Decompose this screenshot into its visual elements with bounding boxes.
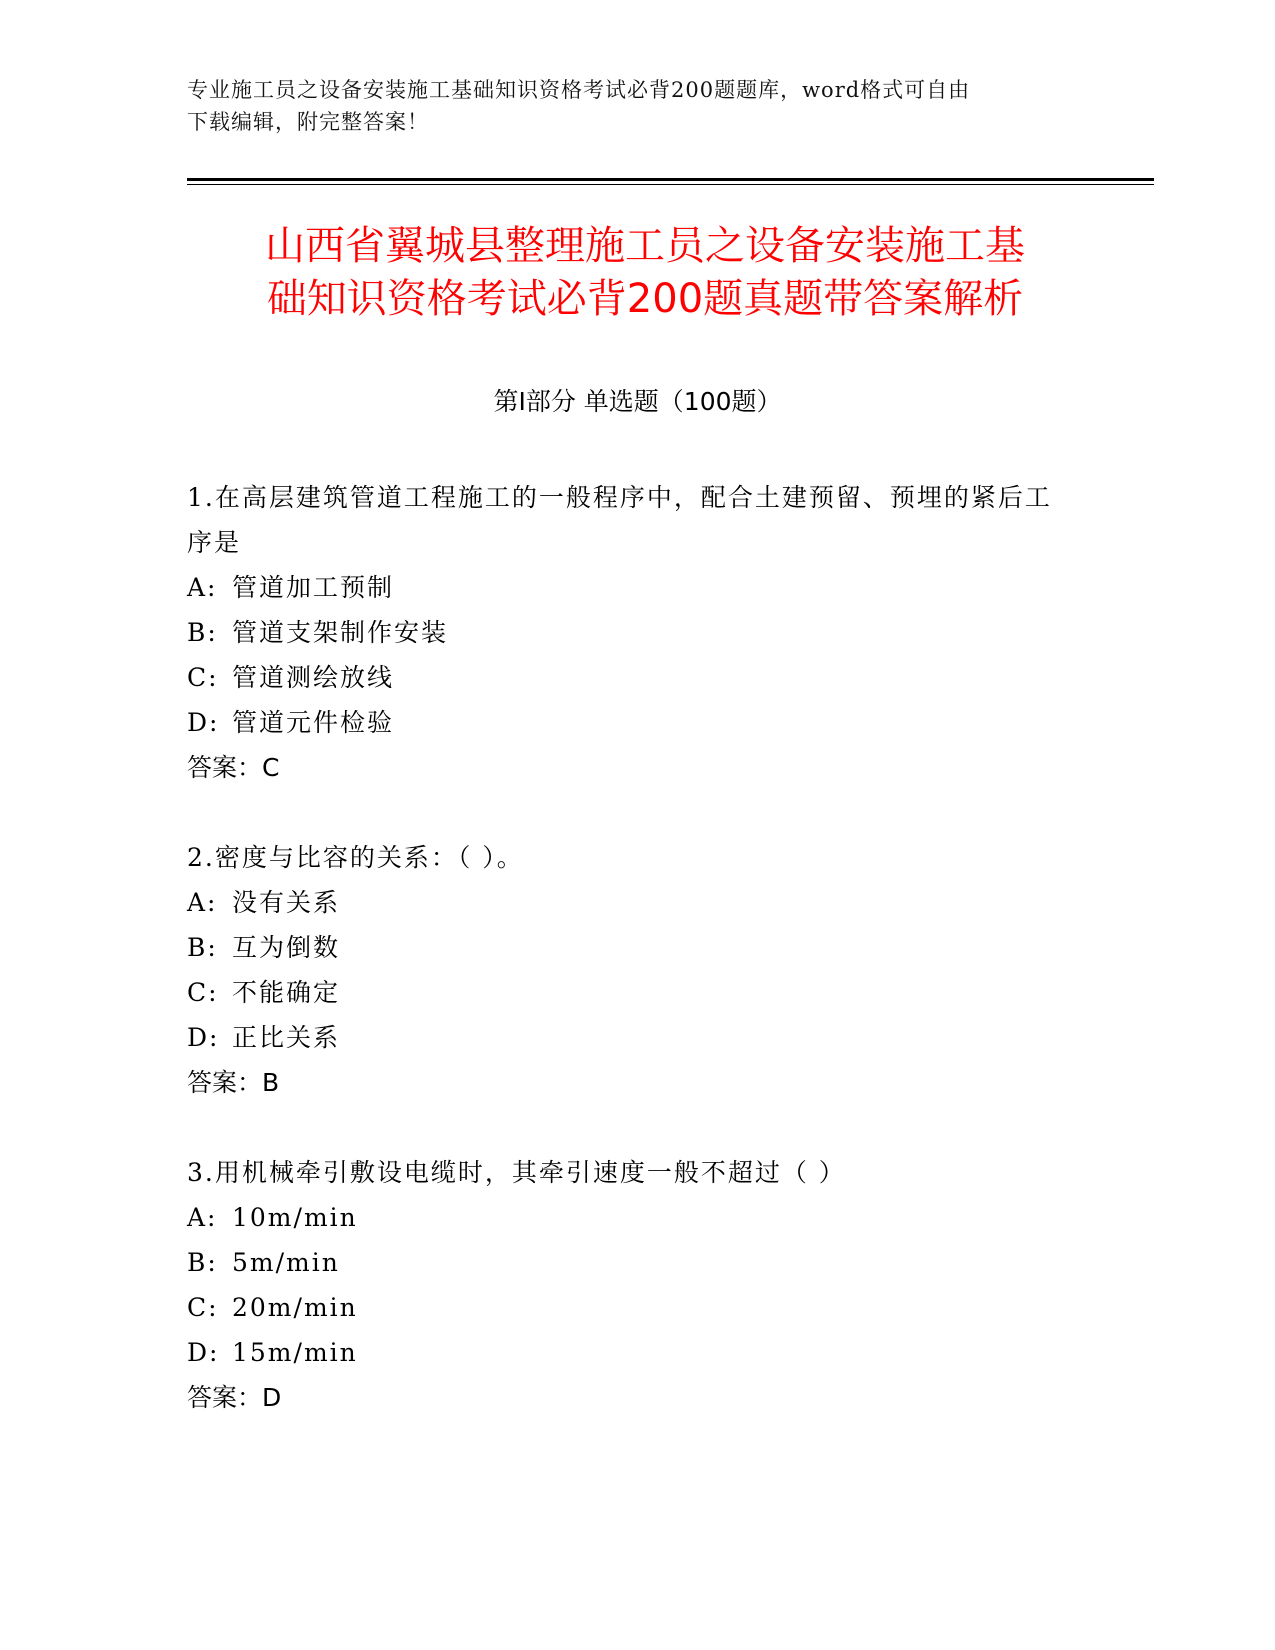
option-a bbox=[187, 565, 1067, 610]
question-1 bbox=[187, 475, 1067, 790]
header-note-line-1: 专业施工员之设备安装施工基础知识资格考试必背200题题库，word格式可自由 bbox=[187, 78, 971, 102]
option-letter: B: bbox=[187, 933, 218, 962]
option-text: 管道元件检验 bbox=[232, 708, 395, 737]
option-text: 正比关系 bbox=[232, 1023, 341, 1052]
question-stem: 2.密度与比容的关系：（ ）。 bbox=[187, 843, 524, 872]
option-letter: B: bbox=[187, 1248, 218, 1277]
option-c bbox=[187, 1285, 1067, 1330]
option-text: 互为倒数 bbox=[232, 933, 341, 962]
option-c bbox=[187, 655, 1067, 700]
option-text: 管道支架制作安装 bbox=[232, 618, 449, 647]
option-text: 10m/min bbox=[232, 1203, 358, 1232]
option-c bbox=[187, 970, 1067, 1015]
option-text: 5m/min bbox=[232, 1248, 340, 1277]
option-a bbox=[187, 1195, 1067, 1240]
question-3 bbox=[187, 1150, 1067, 1420]
question-stem: 1.在高层建筑管道工程施工的一般程序中，配合土建预留、预埋的紧后工序是 bbox=[187, 483, 1052, 557]
option-letter: C: bbox=[187, 663, 219, 692]
section-title: 第Ⅰ部分 单选题（100题） bbox=[493, 387, 782, 416]
option-text: 没有关系 bbox=[232, 888, 341, 917]
document-title-line-2: 础知识资格考试必背200题真题带答案解析 bbox=[266, 276, 1024, 322]
header-divider-thin bbox=[187, 184, 1154, 185]
option-letter: D: bbox=[187, 1023, 220, 1052]
option-letter: A: bbox=[187, 1203, 218, 1232]
option-b bbox=[187, 1240, 1067, 1285]
option-text: 15m/min bbox=[232, 1338, 358, 1367]
option-d bbox=[187, 1330, 1067, 1375]
answer: 答案：C bbox=[187, 753, 280, 782]
answer: 答案：D bbox=[187, 1383, 282, 1412]
option-letter: B: bbox=[187, 618, 218, 647]
question-2 bbox=[187, 835, 1067, 1105]
document-title bbox=[195, 220, 1095, 326]
option-d bbox=[187, 700, 1067, 745]
option-a bbox=[187, 880, 1067, 925]
answer: 答案：B bbox=[187, 1068, 280, 1097]
document-title-line-1: 山西省翼城县整理施工员之设备安装施工基 bbox=[265, 223, 1025, 269]
option-d bbox=[187, 1015, 1067, 1060]
option-text: 20m/min bbox=[232, 1293, 358, 1322]
option-letter: C: bbox=[187, 1293, 219, 1322]
question-stem: 3.用机械牵引敷设电缆时，其牵引速度一般不超过（ ） bbox=[187, 1158, 846, 1187]
option-letter: D: bbox=[187, 708, 220, 737]
option-text: 管道加工预制 bbox=[232, 573, 395, 602]
header-note-line-2: 下载编辑，附完整答案！ bbox=[187, 110, 429, 134]
header-divider-thick bbox=[187, 178, 1154, 181]
option-b bbox=[187, 610, 1067, 655]
option-b bbox=[187, 925, 1067, 970]
option-text: 管道测绘放线 bbox=[232, 663, 395, 692]
option-letter: C: bbox=[187, 978, 219, 1007]
option-letter: A: bbox=[187, 888, 218, 917]
option-letter: A: bbox=[187, 573, 218, 602]
option-text: 不能确定 bbox=[232, 978, 341, 1007]
option-letter: D: bbox=[187, 1338, 220, 1367]
header-note bbox=[187, 74, 1067, 138]
